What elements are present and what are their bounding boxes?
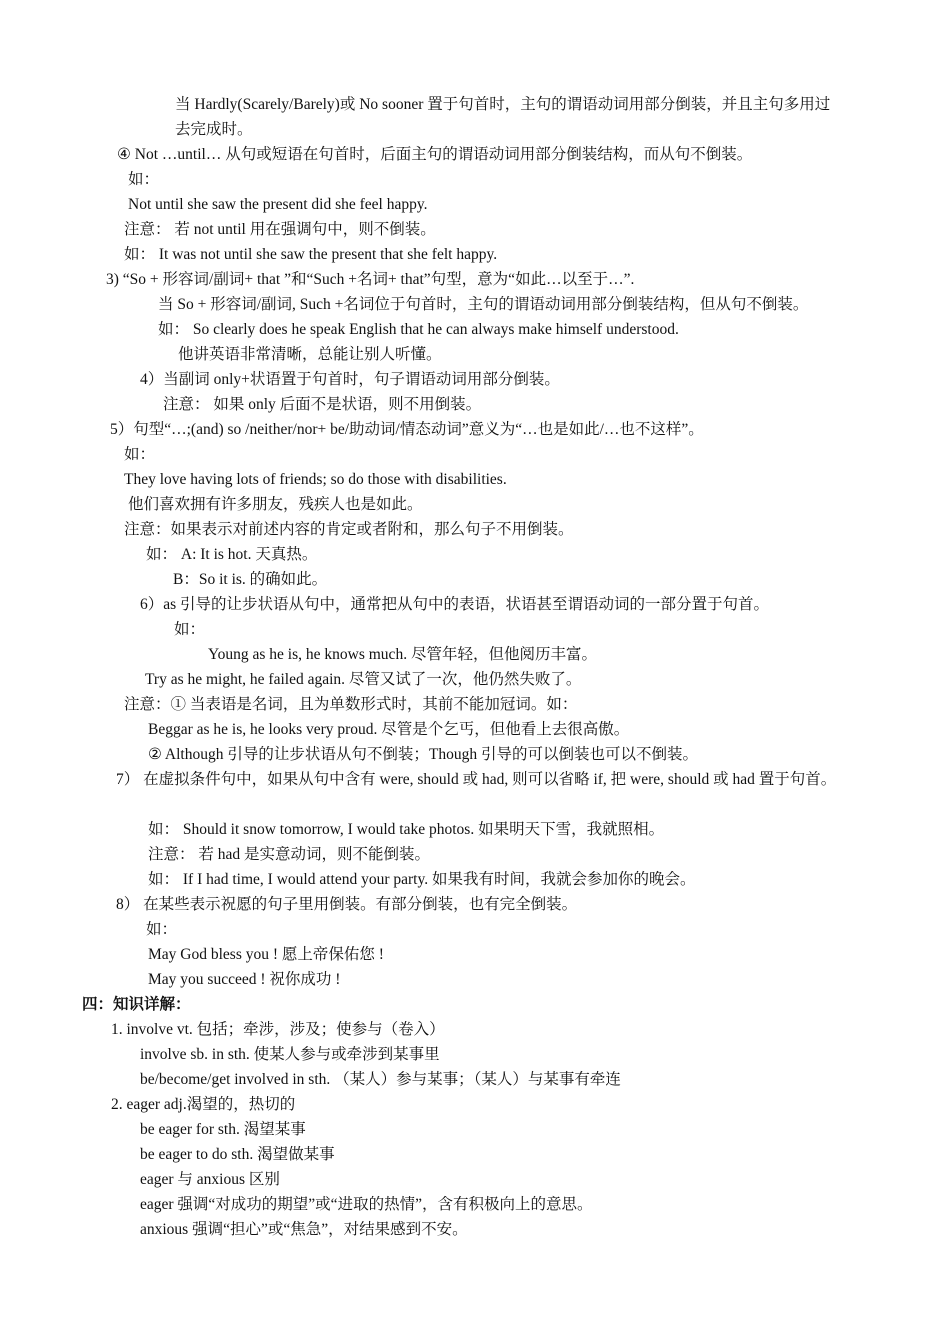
text-line: May you succeed ! 祝你成功 ! [148, 971, 341, 988]
text-line: 当 Hardly(Scarely/Barely)或 No sooner 置于句首时，主句的谓语动词用部分倒装，并且主句多用过 [175, 96, 831, 113]
text-line: 如： [146, 921, 178, 938]
text-line: 5）句型“…;(and) so /neither/nor+ be/助动词/情态动词”意义为“…也是如此/…也不这样”。 [110, 421, 704, 438]
text-line: 如： [174, 621, 206, 638]
text-line: May God bless you ! 愿上帝保佑您 ! [148, 946, 384, 963]
text-line: 如： Should it snow tomorrow, I would take photos. 如果明天下雪，我就照相。 [148, 821, 665, 838]
text-line: 他们喜欢拥有许多朋友，残疾人也是如此。 [128, 496, 423, 513]
text-line: be eager to do sth. 渴望做某事 [140, 1146, 335, 1163]
text-line: 当 So + 形容词/副词, Such +名词位于句首时，主句的谓语动词用部分倒装结构，但从句不倒装。 [158, 296, 809, 313]
text-line: 8） 在某些表示祝愿的句子里用倒装。有部分倒装，也有完全倒装。 [116, 896, 578, 913]
text-line: 7） 在虚拟条件句中，如果从句中含有 were, should 或 had, 则可以省略 if, 把 were, should 或 had 置于句首。 [116, 771, 837, 788]
text-line: 如： [128, 171, 160, 188]
text-line: 如： [124, 446, 156, 463]
text-line: 4）当副词 only+状语置于句首时，句子谓语动词用部分倒装。 [140, 371, 560, 388]
text-line: eager 强调“对成功的期望”或“进取的热情”，含有积极向上的意思。 [140, 1196, 593, 1213]
text-line: 如： If I had time, I would attend your party. 如果我有时间，我就会参加你的晚会。 [148, 871, 696, 888]
text-line: 1. involve vt. 包括；牵涉，涉及；使参与（卷入） [111, 1021, 445, 1038]
text-line: ④ Not …until… 从句或短语在句首时，后面主句的谓语动词用部分倒装结构，而从句不倒装。 [117, 146, 753, 163]
text-line: B：So it is. 的确如此。 [173, 571, 328, 588]
text-line: Not until she saw the present did she feel happy. [128, 196, 428, 213]
text-line: 如： So clearly does he speak English that he can always make himself understood. [158, 321, 679, 338]
text-line: eager 与 anxious 区别 [140, 1171, 280, 1188]
section-heading: 四：知识详解： [82, 996, 191, 1013]
text-line: anxious 强调“担心”或“焦急”，对结果感到不安。 [140, 1221, 468, 1238]
text-line: ② Although 引导的让步状语从句不倒装；Though 引导的可以倒装也可以不倒装。 [148, 746, 698, 763]
text-line: 3) “So + 形容词/副词+ that ”和“Such +名词+ that”句型，意为“如此…以至于…”. [106, 271, 635, 288]
text-line: 6）as 引导的让步状语从句中，通常把从句中的表语，状语甚至谓语动词的一部分置于句首。 [140, 596, 770, 613]
text-line: 如： It was not until she saw the present that she felt happy. [124, 246, 498, 263]
text-line: 注意：① 当表语是名词，且为单数形式时，其前不能加冠词。如： [124, 696, 578, 713]
text-line: 注意： 如果 only 后面不是状语，则不用倒装。 [163, 396, 482, 413]
text-line: 注意： 若 not until 用在强调句中，则不倒装。 [124, 221, 436, 238]
text-line: Young as he is, he knows much. 尽管年轻，但他阅历丰富。 [208, 646, 597, 663]
text-line: be/become/get involved in sth. （某人）参与某事；（某人）与某事有牵连 [140, 1071, 621, 1088]
text-line: be eager for sth. 渴望某事 [140, 1121, 306, 1138]
text-line: 如： A: It is hot. 天真热。 [146, 546, 318, 563]
text-line: They love having lots of friends; so do those with disabilities. [124, 471, 507, 488]
text-line: involve sb. in sth. 使某人参与或牵涉到某事里 [140, 1046, 440, 1063]
text-line: Try as he might, he failed again. 尽管又试了一次，他仍然失败了。 [145, 671, 582, 688]
text-line: 2. eager adj.渴望的，热切的 [111, 1096, 296, 1113]
text-line: Beggar as he is, he looks very proud. 尽管是个乞丐，但他看上去很高傲。 [148, 721, 630, 738]
text-line: 注意：如果表示对前述内容的肯定或者附和，那么句子不用倒装。 [124, 521, 574, 538]
text-line: 注意： 若 had 是实意动词，则不能倒装。 [148, 846, 431, 863]
text-line: 去完成时。 [175, 121, 253, 138]
text-line: 他讲英语非常清晰，总能让别人听懂。 [178, 346, 442, 363]
